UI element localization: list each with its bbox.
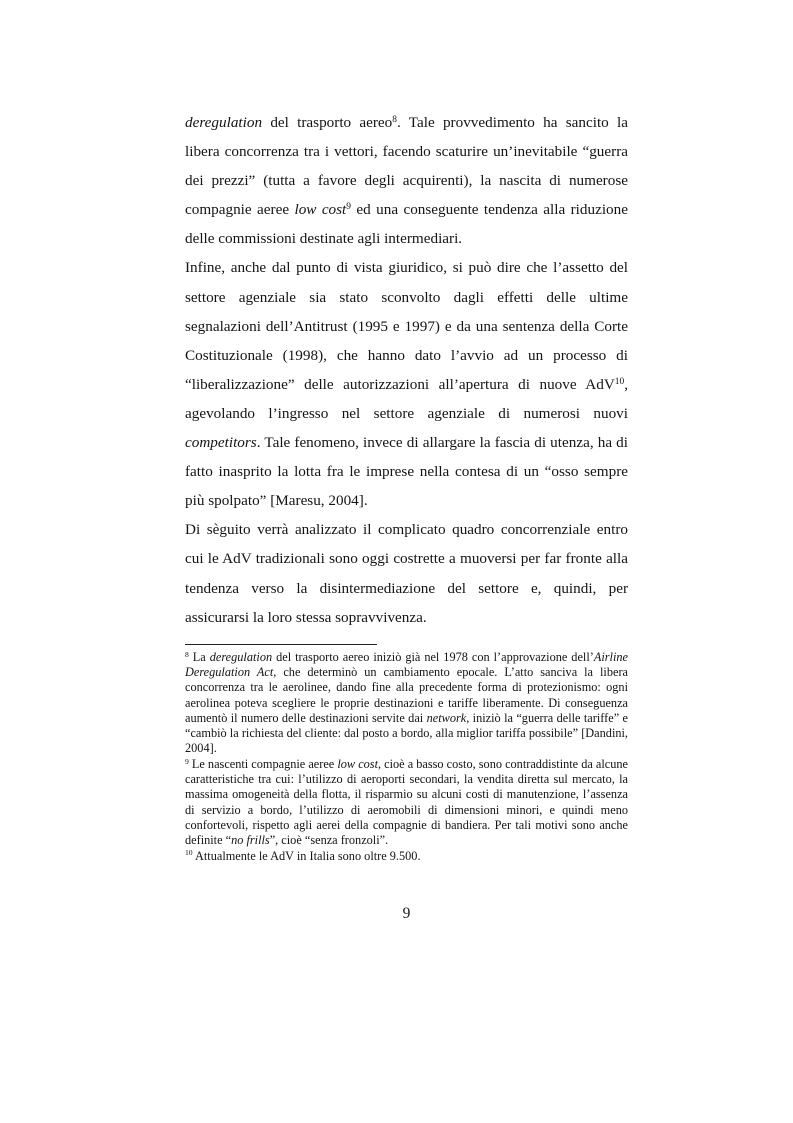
footnote-divider (185, 644, 377, 645)
footnote-ref-10: 10 (614, 376, 625, 387)
footnote-8: $^8$ La deregulation del trasporto aereo iniziò già nel 1978 con l’approvazione dell’Airline Deregulation Act, che determinò un cambiamento epocale. L’atto sanciva la libera concorrenza tra le aerolinee, dando fine alla precedente forma di protezionismo: ogni aerolinea poteva scegliere le proprie destinazioni e tariffe liberamente. Di conseguenza aumentò il numero delle destinazioni servite dai network, iniziò la “guerra delle tariffe” e “cambiò la richiesta del cliente: dal posto a bordo, alla miglior tariffa possibile” [Dandini, 2004]. (185, 649, 628, 756)
term-competitors: competitors (185, 434, 257, 452)
page-content (185, 108, 628, 864)
footnote-ref-9: 9 (346, 202, 351, 213)
footnote-10: $^{10}$ Attualmente le AdV in Italia sono oltre 9.500. (185, 848, 421, 863)
body-text (185, 108, 628, 632)
footnotes (185, 650, 628, 864)
page-number: 9 (402, 905, 411, 922)
paragraph-1: deregulation del trasporto aereo$^8$. Tale provvedimento ha sancito la libera concorrenza tra i vettori, facendo scaturire un’inevitabile “guerra dei prezzi” (tutta a favore degli acquirenti), la nascita di numerose compagnie aeree low cost$^9$ ed una conseguente tendenza alla riduzione delle commissioni destinate agli intermediari. (185, 114, 629, 248)
footnote-9: $^9$ Le nascenti compagnie aeree low cost, cioè a basso costo, sono contraddistinte da alcune caratteristiche tra cui: l’utilizzo di aeroporti secondari, la vendita diretta sul mercato, la massima omogeneità della flotta, il risparmio su alcuni costi di manutenzione, l’assenza di servizio a bordo, l’utilizzo di aeromobili di dimensioni minori, e quindi meno confortevoli, rispetto agli aerei della compagnie di bandiera. Per tali motivi sono anche definite “no frills”, cioè “senza fronzoli”. (185, 756, 628, 848)
term-low-cost: low cost (294, 201, 347, 219)
footnote-ref-8: 8 (392, 114, 397, 125)
paragraph-2: Infine, anche dal punto di vista giuridico, si può dire che l’assetto del settore agenziale sia stato sconvolto dagli effetti delle ultime segnalazioni dell’Antitrust (1995 e 1997) e da una sentenza della Corte Costituzionale (1998), che hanno dato l’avvio ad un processo di “liberalizzazione” delle autorizzazioni all’apertura di nuove AdV$^{10}$, agevolando l’ingresso nel settore agenziale di numerosi nuovi competitors. Tale fenomeno, invece di allargare la fascia di utenza, ha di fatto inasprito la lotta fra le imprese nella contesa di un “osso sempre più spolpato” [Maresu, 2004]. (185, 259, 628, 510)
paragraph-3: Di sèguito verrà analizzato il complicato quadro concorrenziale entro cui le AdV tradizionali sono oggi costrette a muoversi per far fronte alla tendenza verso la disintermediazione del settore e, quindi, per assicurarsi la loro stessa sopravvivenza. (185, 521, 628, 626)
term-deregulation: deregulation (185, 114, 263, 131)
